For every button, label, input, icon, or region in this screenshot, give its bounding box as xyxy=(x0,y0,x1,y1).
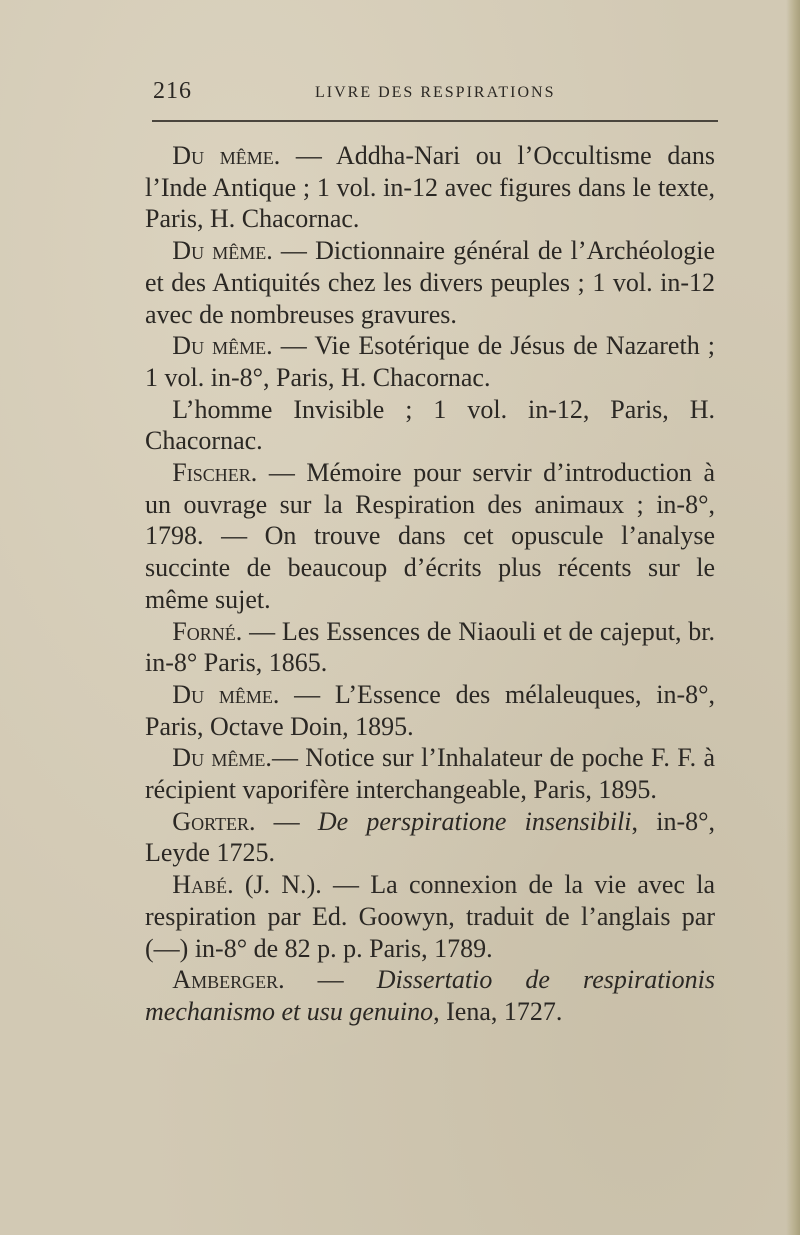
bibliography-entry xyxy=(145,679,715,742)
entry-text: , Iena, 1727. xyxy=(433,996,563,1026)
entry-author: Habé. xyxy=(172,870,234,900)
entry-text: , in-8°, Leyde 1725. xyxy=(145,806,716,868)
bibliography-entry xyxy=(145,616,715,679)
bibliography-entry xyxy=(145,742,715,805)
entry-author: Du même. xyxy=(172,679,280,709)
bibliography-entry xyxy=(145,806,715,869)
bibliography-entry xyxy=(145,457,715,616)
bibliography-entry xyxy=(145,140,715,235)
entry-text: — Dictionnaire général de l’Archéologie et des Antiquités chez les divers peuples ; 1 vol. in-12 avec de nombreuses gravures. xyxy=(145,236,715,329)
entry-author: Gorter. xyxy=(172,806,256,836)
bibliography-entry xyxy=(145,330,715,393)
entry-separator: — xyxy=(284,965,377,995)
entry-text: — Mémoire pour servir d’introduction à un ouvrage sur la Respiration des animaux ; in-8°, 1798. — On trouve dans cet opuscule l’analyse succinte de beaucoup d’écrits plus récents sur le même sujet. xyxy=(145,458,715,614)
entry-text: — Notice sur l’Inhalateur de poche F. F. à récipient vaporifère interchangeable, Paris, 1895. xyxy=(145,743,716,805)
entry-text: — L’Essence des mélaleuques, in-8°, Paris, Octave Doin, 1895. xyxy=(145,679,716,741)
entry-author: Du même. xyxy=(172,743,272,773)
bibliography-entry xyxy=(145,964,715,1027)
page-edge-shadow xyxy=(786,0,800,1235)
bibliography-entry xyxy=(145,235,715,330)
bibliography-entry xyxy=(145,394,715,457)
entry-text: (J. N.). — La connexion de la vie avec la respiration par Ed. Goowyn, traduit de l’anglais par (—) in-8° de 82 p. p. Paris, 1789. xyxy=(145,870,715,963)
entry-author: Forné. xyxy=(172,616,243,646)
entry-title: Dissertatio de respirationis mechanismo et usu genuino xyxy=(145,965,715,1026)
page-header xyxy=(150,78,718,118)
page-number: 216 xyxy=(153,78,192,104)
entry-title: De perspiratione insensibili xyxy=(317,806,632,836)
entry-text: — Les Essences de Niaouli et de cajeput, br. in-8° Paris, 1865. xyxy=(145,616,715,678)
entry-text: — Vie Esotérique de Jésus de Nazareth ; 1 vol. in-8°, Paris, H. Chacornac. xyxy=(145,331,715,392)
entry-author: Du même. xyxy=(172,331,273,361)
bibliography-text xyxy=(145,140,715,1028)
entry-author: Amberger. xyxy=(172,965,285,995)
entry-text: — Addha-Nari ou l’Occultisme dans l’Inde Antique ; 1 vol. in-12 avec figures dans le texte, Paris, H. Chacornac. xyxy=(145,141,716,234)
entry-author: Du même. xyxy=(172,141,281,170)
bibliography-entry xyxy=(145,869,715,964)
header-rule xyxy=(152,120,718,122)
running-head: LIVRE DES RESPIRATIONS xyxy=(315,84,556,101)
entry-author: Du même. xyxy=(172,236,273,266)
entry-author: Fischer. xyxy=(172,458,258,488)
entry-separator: — xyxy=(255,806,318,836)
entry-text: L’homme Invisible ; 1 vol. in-12, Paris, H. Chacornac. xyxy=(145,394,715,456)
